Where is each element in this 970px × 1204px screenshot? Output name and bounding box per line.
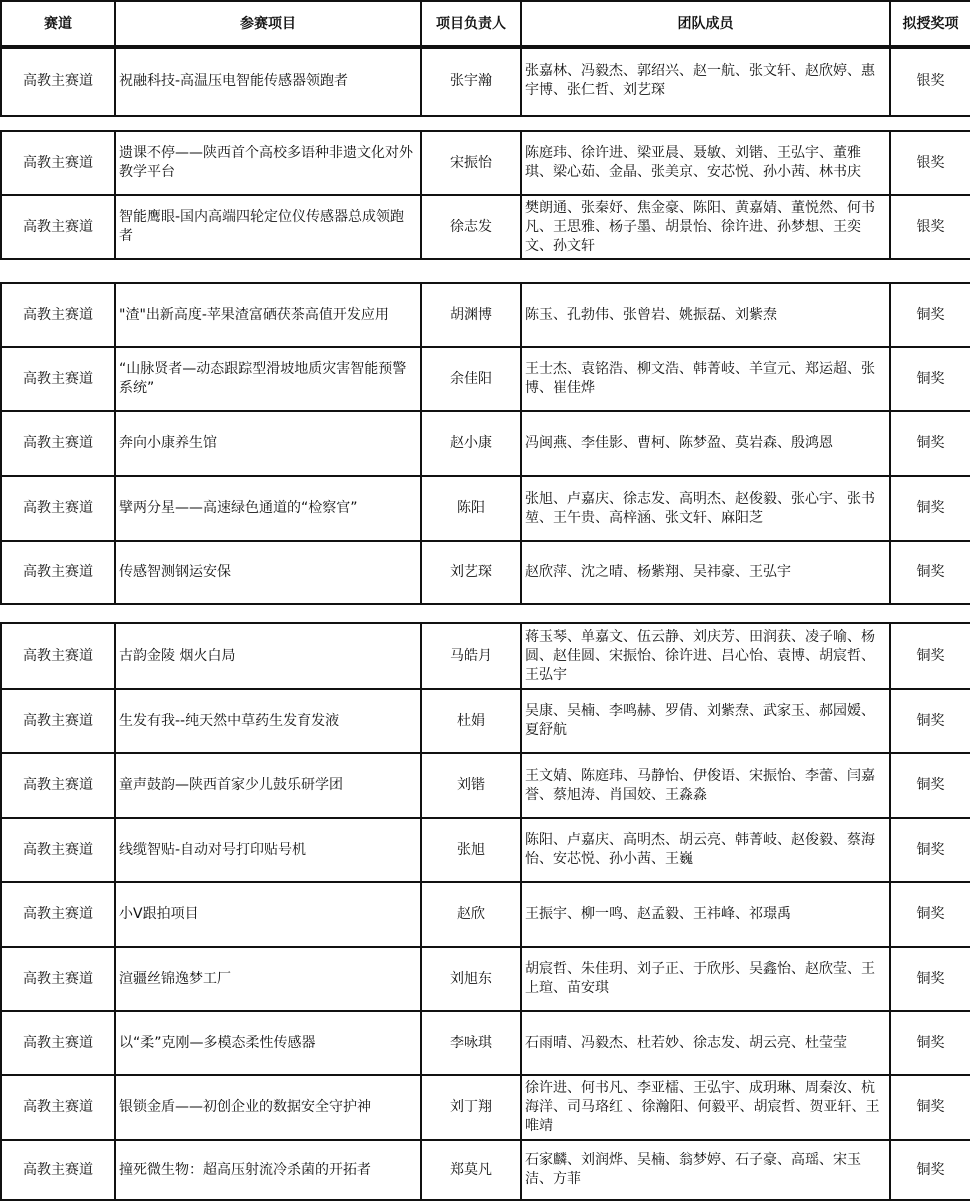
award-cell: 铜奖 [890,753,970,818]
members-cell: 陈玉、孔勃伟、张曾岩、姚振磊、刘紫焘 [521,283,890,347]
project-cell: 银锁金盾——初创企业的数据安全守护神 [115,1075,421,1140]
table-row [1,131,970,195]
track-cell: 高教主赛道 [1,195,115,259]
table-row [1,46,970,116]
leader-cell: 刘锴 [421,753,521,818]
track-cell: 高教主赛道 [1,347,115,411]
leader-cell: 宋振怡 [421,131,521,195]
project-cell: 小V跟拍项目 [115,882,421,947]
track-cell: 高教主赛道 [1,1011,115,1075]
table-row [1,882,970,947]
table-row [1,411,970,476]
award-cell: 铜奖 [890,411,970,476]
award-cell: 银奖 [890,46,970,116]
project-cell: 以“柔”克刚—多模态柔性传感器 [115,1011,421,1075]
award-cell: 铜奖 [890,689,970,753]
table-row [1,1011,970,1075]
header-members: 团队成员 [521,1,890,48]
leader-cell: 刘丁翔 [421,1075,521,1140]
project-cell: 线缆智贴-自动对号打印贴号机 [115,818,421,882]
award-cell: 铜奖 [890,283,970,347]
leader-cell: 刘旭东 [421,947,521,1011]
project-cell: 传感智测钢运安保 [115,541,421,604]
members-cell: 赵欣萍、沈之晴、杨紫翔、吴祎豪、王弘宇 [521,541,890,604]
track-cell: 高教主赛道 [1,689,115,753]
track-cell: 高教主赛道 [1,131,115,195]
members-cell: 冯闽燕、李佳影、曹柯、陈梦盈、莫岩森、殷鸿恩 [521,411,890,476]
track-cell: 高教主赛道 [1,46,115,116]
track-cell: 高教主赛道 [1,947,115,1011]
members-cell: 王文婧、陈庭玮、马静怡、伊俊语、宋振怡、李蕾、闫嘉誉、蔡旭涛、肖国姣、王淼淼 [521,753,890,818]
table-row [1,818,970,882]
project-cell: 古韵金陵 烟火白局 [115,623,421,689]
awards-table-block [0,622,970,1201]
project-cell: 擘两分星——高速绿色通道的“检察官” [115,476,421,541]
members-cell: 石雨晴、冯毅杰、杜若妙、徐志发、胡云亮、杜莹莹 [521,1011,890,1075]
project-cell: 奔向小康养生馆 [115,411,421,476]
header-project: 参赛项目 [115,1,421,48]
project-cell: 撞死微生物：超高压射流冷杀菌的开拓者 [115,1140,421,1200]
project-cell: 祝融科技-高温压电智能传感器领跑者 [115,46,421,116]
members-cell: 石家麟、刘润烨、吴楠、翁梦婷、石子豪、高瑶、宋玉洁、方菲 [521,1140,890,1200]
award-cell: 铜奖 [890,347,970,411]
award-cell: 铜奖 [890,1011,970,1075]
leader-cell: 李咏琪 [421,1011,521,1075]
award-cell: 铜奖 [890,623,970,689]
leader-cell: 徐志发 [421,195,521,259]
table-row [1,347,970,411]
members-cell: 张旭、卢嘉庆、徐志发、高明杰、赵俊毅、张心宇、张书堃、王午贵、高梓涵、张文轩、麻阳芝 [521,476,890,541]
members-cell: 徐许进、何书凡、李亚檑、王弘宇、成玥琳、周秦汝、杭海洋、司马珞红 、徐瀚阳、何毅平、胡宸哲、贺亚轩、王唯靖 [521,1075,890,1140]
table-row [1,195,970,259]
award-cell: 铜奖 [890,476,970,541]
track-cell: 高教主赛道 [1,753,115,818]
table-row [1,283,970,347]
awards-table-block [0,282,970,605]
table-row [1,1075,970,1140]
project-cell: 生发有我--纯天然中草药生发育发液 [115,689,421,753]
project-cell: 遗课不停——陕西首个高校多语种非遗文化对外教学平台 [115,131,421,195]
project-cell: 童声鼓韵—陕西首家少儿鼓乐研学团 [115,753,421,818]
track-cell: 高教主赛道 [1,283,115,347]
leader-cell: 陈阳 [421,476,521,541]
project-cell: 智能鹰眼-国内高端四轮定位仪传感器总成领跑者 [115,195,421,259]
track-cell: 高教主赛道 [1,541,115,604]
table-row [1,476,970,541]
award-cell: 铜奖 [890,818,970,882]
track-cell: 高教主赛道 [1,882,115,947]
award-cell: 铜奖 [890,1140,970,1200]
track-cell: 高教主赛道 [1,476,115,541]
header-leader: 项目负责人 [421,1,521,48]
track-cell: 高教主赛道 [1,623,115,689]
members-cell: 吴康、吴楠、李鸣赫、罗倩、刘紫焘、武家玉、郝园嫒、夏舒航 [521,689,890,753]
leader-cell: 杜娟 [421,689,521,753]
award-cell: 铜奖 [890,541,970,604]
leader-cell: 赵欣 [421,882,521,947]
members-cell: 樊朗通、张秦妤、焦金豪、陈阳、黄嘉婧、董悦然、何书凡、王思雅、杨子墨、胡景怡、徐许进、孙梦想、王奕文、孙文轩 [521,195,890,259]
table-row [1,1140,970,1200]
project-cell: “山脉贤者—动态跟踪型滑坡地质灾害智能预警系统” [115,347,421,411]
members-cell: 王振宇、柳一鸣、赵孟毅、王祎峰、祁璟禹 [521,882,890,947]
track-cell: 高教主赛道 [1,1140,115,1200]
project-cell: 渲疆丝锦逸梦工厂 [115,947,421,1011]
leader-cell: 张宇瀚 [421,46,521,116]
table-row [1,753,970,818]
award-cell: 铜奖 [890,882,970,947]
leader-cell: 赵小康 [421,411,521,476]
track-cell: 高教主赛道 [1,818,115,882]
leader-cell: 刘艺琛 [421,541,521,604]
award-cell: 银奖 [890,195,970,259]
header-track: 赛道 [1,1,115,48]
award-cell: 铜奖 [890,947,970,1011]
members-cell: 陈庭玮、徐许进、梁亚晨、聂敏、刘锴、王弘宇、董雅琪、梁心茹、金晶、张美京、安芯悦、孙小茜、林书庆 [521,131,890,195]
project-cell: "渣"出新高度-苹果渣富硒茯茶高值开发应用 [115,283,421,347]
members-cell: 蒋玉琴、单嘉文、伍云静、刘庆芳、田润获、凌子喻、杨圆、赵佳圆、宋振怡、徐许进、吕心怡、袁博、胡宸哲、王弘宇 [521,623,890,689]
members-cell: 陈阳、卢嘉庆、高明杰、胡云亮、韩菁岐、赵俊毅、蔡海怡、安芯悦、孙小茜、王巍 [521,818,890,882]
awards-table-block [0,45,970,117]
table-row [1,689,970,753]
leader-cell: 余佳阳 [421,347,521,411]
leader-cell: 马皓月 [421,623,521,689]
award-cell: 铜奖 [890,1075,970,1140]
leader-cell: 胡渊博 [421,283,521,347]
table-header-row [1,1,970,48]
awards-table-block [0,130,970,260]
table-row [1,541,970,604]
awards-table-head [0,0,970,49]
track-cell: 高教主赛道 [1,1075,115,1140]
award-cell: 银奖 [890,131,970,195]
members-cell: 张嘉林、冯毅杰、郭绍兴、赵一航、张文轩、赵欣婷、惠宇博、张仁哲、刘艺琛 [521,46,890,116]
header-award: 拟授奖项 [890,1,970,48]
members-cell: 胡宸哲、朱佳玥、刘子正、于欣彤、吴鑫怡、赵欣莹、王上瑄、苗安琪 [521,947,890,1011]
leader-cell: 张旭 [421,818,521,882]
table-row [1,947,970,1011]
leader-cell: 郑莫凡 [421,1140,521,1200]
members-cell: 王士杰、袁铭浩、柳文浩、韩菁岐、羊宣元、郑运超、张博、崔佳烨 [521,347,890,411]
track-cell: 高教主赛道 [1,411,115,476]
table-row [1,623,970,689]
